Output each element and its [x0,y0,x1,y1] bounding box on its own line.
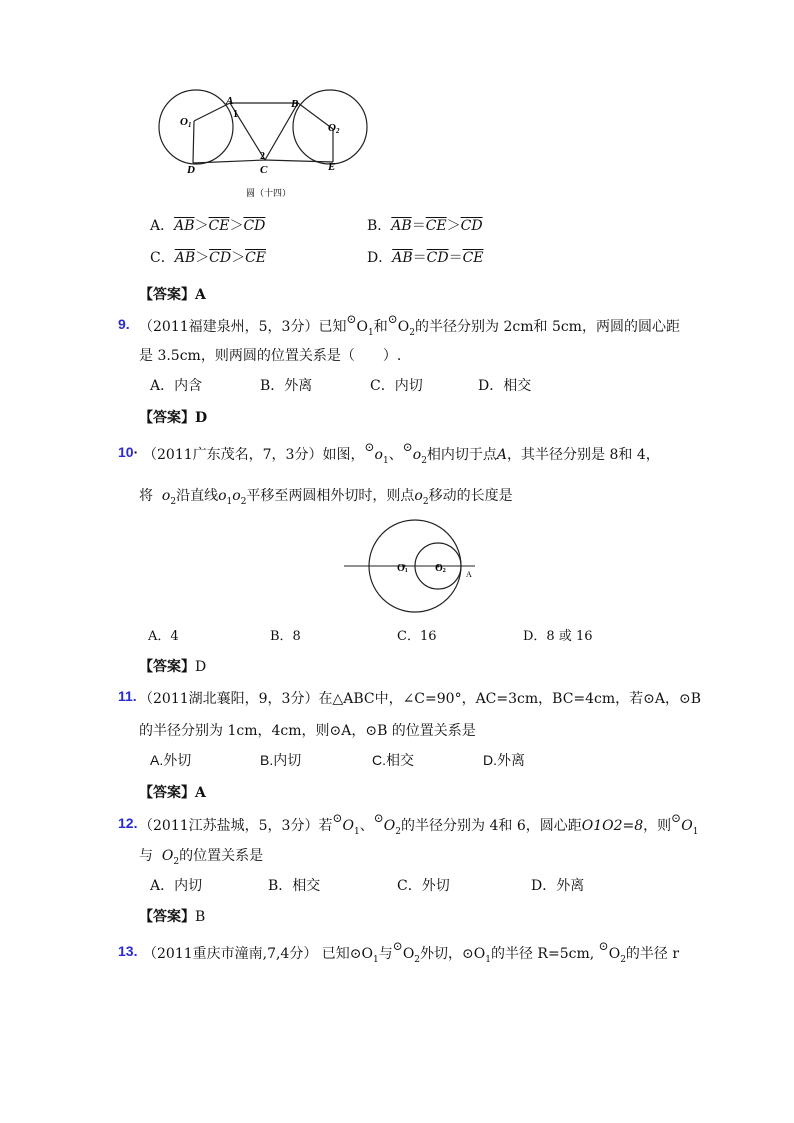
q8-option-d: D．$\overline{AB}=\overline{CD}=\overline{CE}$ [367,250,484,266]
q12-text-line2: 与 $O_2$的位置关系是 [139,848,264,867]
q9-text: （2011福建泉州，5，3分）已知$⊙O_1$和$⊙O_2$的半径分别为 2cm和 5cm，两圆的圆心距 [139,312,680,338]
q8-answer: 【答案】A [139,287,206,303]
q11-answer: 【答案】A [139,785,206,801]
q12-number: 12. [118,815,138,831]
q13-number: 13. [118,943,138,959]
odot-icon: ⊙ [671,811,682,825]
line-ce [265,160,333,162]
label-d: D [187,164,195,176]
q11-option-d: D.外离 [483,752,525,768]
odot-icon: ⊙ [387,312,398,326]
q9-text-line2: 是 3.5cm，则两圆的位置关系是（ ）. [139,348,402,364]
fig-label-a: A [466,570,472,579]
fig-label-o1: O1 [397,563,408,574]
odot-icon: ⊙ [392,939,403,953]
q11-option-c: C.相交 [372,752,414,768]
q10-text: （2011广东茂名，7，3分）如图，$⊙o_1$、$⊙o_2$相内切于点A，其半径分别是 8和 4， [143,440,660,466]
odot-icon: ⊙ [364,440,375,454]
fig-label-o2: O2 [435,563,446,574]
q12-option-b: B．相交 [268,878,321,894]
label-b: B [291,98,299,110]
q10-option-d: D．8 或 16 [523,629,593,644]
q12-text: （2011江苏盐城，5，3分）若$⊙O_1$、$⊙O_2$的半径分别为 4和 6，圆心距O1O2=8，则$⊙O_1$ [139,811,699,837]
odot-icon: ⊙ [346,312,357,326]
q8-option-b: B．$\overline{AB}=\overline{CE}>\overline{CD}$ [367,218,483,234]
figure-two-circles [150,85,370,200]
label-a: A [226,95,234,107]
label-o1: O1 [180,116,192,129]
q9-option-b: B．外离 [260,378,313,394]
q12-answer: 【答案】B [139,909,206,925]
label-1: 1 [233,109,238,120]
q12-option-a: A．内切 [150,878,203,894]
figure-inner-tangent-circles [340,515,490,615]
q8-option-a: A．$\overline{AB}>\overline{CE}>\overline{CD}$ [150,218,266,234]
odot-icon: ⊙ [332,811,343,825]
q12-option-c: C．外切 [397,878,450,894]
q8-option-c: C．$\overline{AB}>\overline{CD}>\overline{CE}$ [150,250,266,266]
odot-icon: ⊙ [598,939,609,953]
q11-text: （2011湖北襄阳，9，3分）在△ABC中，∠C=90°，AC=3cm，BC=4cm，若⊙A，⊙B [139,691,702,707]
q9-number: 9. [118,316,130,332]
q10-option-c: C．16 [397,629,437,644]
q11-text-line2: 的半径分别为 1cm，4cm，则⊙A，⊙B 的位置关系是 [139,723,476,739]
label-o2: O2 [328,122,340,135]
q10-option-b: B．8 [270,629,301,644]
q10-text-line2: 将 $o_2$沿直线$o_1o_2$平移至两圆相外切时，则点$o_2$移动的长度是 [139,488,513,507]
q9-answer: 【答案】D [139,410,208,426]
q11-number: 11. [118,688,137,704]
q10-number: 10· [118,444,139,460]
line-o1d [193,121,194,163]
label-c: C [260,164,268,176]
circle-o1 [159,90,233,164]
q10-answer: 【答案】D [139,659,207,675]
q12-option-d: D．外离 [531,878,585,894]
q10-option-a: A．4 [148,629,179,644]
q11-option-a: A.外切 [150,752,192,768]
odot-icon: ⊙ [373,811,384,825]
q13-text: （2011重庆市潼南,7,4分） 已知$⊙O_1$与$⊙O_2$外切，$⊙O_1$的半径 R=5cm, $⊙O_2$的半径 r [143,939,680,965]
q9-option-d: D．相交 [478,378,532,394]
label-2: 2 [260,151,265,162]
line-dc [193,160,265,163]
label-e: E [328,161,336,173]
q9-option-a: A．内含 [150,378,203,394]
figure-caption: 圆（十四） [246,188,292,198]
q9-option-c: C．内切 [370,378,423,394]
q11-option-b: B.内切 [260,752,302,768]
odot-icon: ⊙ [402,440,413,454]
